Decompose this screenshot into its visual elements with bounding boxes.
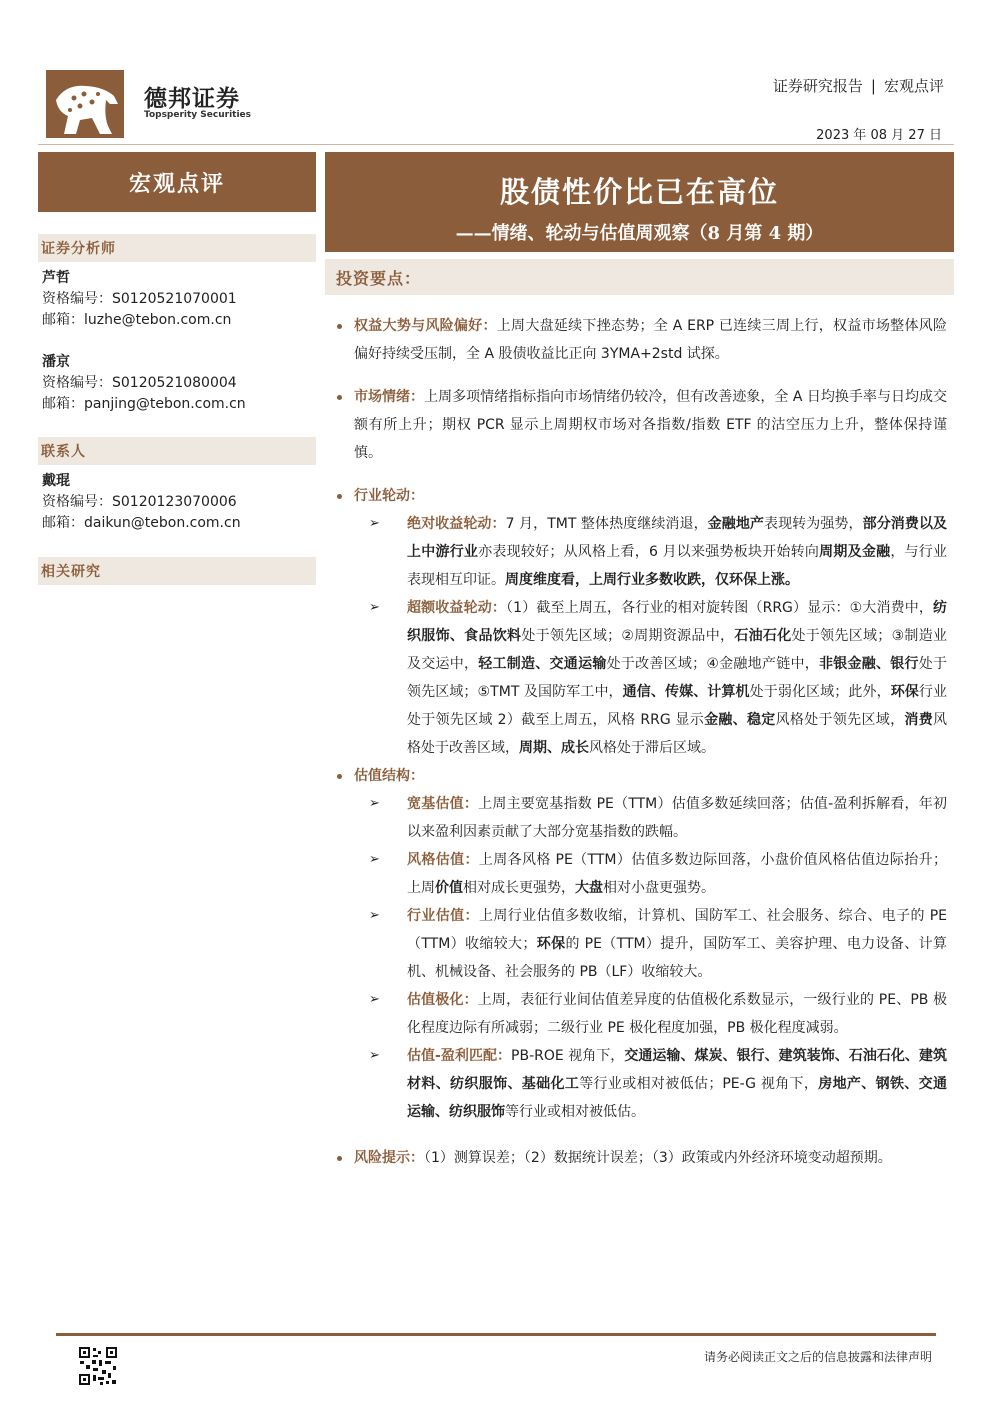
point-text: （1）测算误差；（2）数据统计误差；（3）政策或内外经济环境变动超预期。 — [424, 1150, 892, 1166]
analyst-name: 芦哲 — [42, 270, 70, 286]
sub-point-valuation-earnings-match — [335, 1042, 947, 1126]
logo-name-cn: 德邦证券 — [144, 85, 240, 112]
sub-point-lead: 估值极化： — [407, 992, 478, 1008]
text-run: 行业处于领先区域 2）截至上周五，风格 RRG 显示 — [407, 684, 948, 728]
bold-run: 环保 — [890, 684, 919, 700]
email-label: 邮箱： — [42, 396, 84, 412]
email-label: 邮箱： — [42, 312, 84, 328]
analyst-name: 潘京 — [42, 354, 70, 370]
leopard-logo-icon — [46, 70, 124, 138]
bold-run: 交通运输、煤炭、银行、建筑装饰、石油石化、建筑材料、纺织服饰、基础化工 — [407, 1048, 947, 1092]
sub-point-lead: 绝对收益轮动： — [407, 516, 506, 532]
text-run: 上周主要宽基指数 PE（TTM）估值多数延续回落；估值-盈利拆解看，年初以来盈利因素贡献了大部分宽基指数的跌幅。 — [407, 796, 947, 840]
report-date: 2023 年 08 月 27 日 — [816, 128, 942, 143]
text-run: 等行业或相对被低估。 — [505, 1104, 645, 1120]
sub-point-lead: 超额收益轮动： — [407, 600, 506, 616]
text-run: 处于领先区域；⑤TMT 及国防军工中， — [407, 656, 948, 700]
cert-number: S0120521070001 — [112, 291, 237, 307]
title-banner — [325, 152, 954, 252]
investment-points-heading: 投资要点： — [325, 259, 954, 295]
bold-run: 轻工制造、交通运输 — [478, 656, 607, 672]
point-industry-rotation — [335, 482, 947, 510]
text-run: 相对成长更强势， — [463, 880, 575, 896]
bold-run: 通信、传媒、计算机 — [622, 684, 750, 700]
text-run: 相对小盘更强势。 — [603, 880, 715, 896]
related-research-heading: 相关研究 — [38, 557, 316, 585]
footer-divider — [56, 1333, 936, 1336]
text-run: 风格处于改善区域， — [407, 712, 948, 756]
text-run: 的 PE（TTM）提升，国防军工、美容护理、电力设备、计算机、机械设备、社会服务的 PB（LF）收缩较大。 — [407, 936, 947, 980]
text-run: 处于弱化区域；此外， — [749, 684, 891, 700]
email-link[interactable]: luzhe@tebon.com.cn — [84, 312, 232, 328]
point-lead: 风险提示： — [354, 1150, 424, 1166]
text-run: 亦表现较好；从风格上看，6 月以来强势板块开始转向 — [478, 544, 820, 560]
sub-point-lead: 估值-盈利匹配： — [407, 1048, 512, 1064]
bold-run: 周期及金融 — [819, 544, 891, 560]
cert-label: 资格编号： — [42, 291, 112, 307]
logo-name-en: Topsperity Securities — [144, 110, 251, 120]
bold-run: 周度维度看，上周行业多数收跌，仅环保上涨。 — [505, 572, 799, 588]
point-lead: 估值结构： — [354, 768, 424, 784]
sub-point-lead: 行业估值： — [407, 908, 479, 924]
text-run: （1）截至上周五，各行业的相对旋转图（RRG）显示：①大消费中， — [506, 600, 934, 616]
point-risk-warning — [335, 1144, 947, 1172]
investment-points — [335, 312, 947, 1172]
bold-run: 部分消费以及上中游行业 — [407, 516, 948, 560]
bold-run: 非银金融、银行 — [818, 656, 919, 672]
text-run: PB-ROE 视角下， — [511, 1048, 625, 1064]
point-equity-risk — [335, 312, 947, 368]
text-run: 处于领先区域；②周期资源品中， — [521, 628, 735, 644]
email-label: 邮箱： — [42, 515, 84, 531]
point-text: 上周多项情绪指标指向市场情绪仍较冷，但有改善迹象，全 A 日均换手率与日均成交额有所上升；期权 PCR 显示上周期权市场对各指数/指数 ETF 的沽空压力上升，整体保持谨慎。 — [354, 389, 947, 461]
report-title: 股债性价比已在高位 — [499, 175, 779, 209]
bold-run: 大盘 — [575, 880, 603, 896]
sub-point-lead: 宽基估值： — [407, 796, 479, 812]
report-category: 宏观点评 — [883, 77, 944, 95]
header-divider — [38, 144, 954, 145]
text-run: ，与行业表现相互印证。 — [407, 544, 948, 588]
cert-number: S0120521080004 — [112, 375, 237, 391]
bold-run: 价值 — [435, 880, 463, 896]
text-run: 上周，表征行业间估值差异度的估值极化系数显示，一级行业的 PE、PB 极化程度边际有所减弱；二级行业 PE 极化程度加强，PB 极化程度减弱。 — [407, 992, 948, 1036]
email-link[interactable]: daikun@tebon.com.cn — [84, 515, 241, 531]
text-run: 上周行业估值多数收缩，计算机、国防军工、社会服务、综合、电子的 PE（TTM）收缩较大； — [407, 908, 947, 952]
company-logo — [46, 70, 256, 140]
qr-code-icon — [78, 1346, 118, 1386]
report-type-separator: | — [870, 77, 876, 95]
bold-run: 房地产、钢铁、交通运输、纺织服饰 — [407, 1076, 948, 1120]
point-lead: 市场情绪： — [354, 389, 425, 405]
bold-run: 周期、成长 — [519, 740, 589, 756]
point-lead: 行业轮动： — [354, 488, 424, 504]
sub-point-valuation-polarization — [335, 986, 947, 1042]
analyst-heading: 证券分析师 — [38, 234, 316, 262]
text-run: 风格处于滞后区域。 — [589, 740, 715, 756]
text-run: 表现转为强势， — [764, 516, 863, 532]
bold-run: 纺织服饰、食品饮料 — [407, 600, 948, 644]
legal-disclaimer: 请务必阅读正文之后的信息披露和法律声明 — [703, 1350, 932, 1364]
analyst-card — [42, 268, 237, 331]
analyst-card — [42, 352, 246, 415]
bold-run: 石油石化 — [734, 628, 792, 644]
sub-point-lead: 风格估值： — [407, 852, 479, 868]
point-lead: 权益大势与风险偏好： — [354, 318, 497, 334]
sub-point-absolute-rotation — [335, 510, 947, 594]
bold-run: 环保 — [536, 936, 566, 952]
cert-number: S0120123070006 — [112, 494, 237, 510]
bold-run: 金融、稳定 — [704, 712, 776, 728]
side-category-banner: 宏观点评 — [38, 152, 316, 212]
contact-heading: 联系人 — [38, 437, 316, 465]
point-valuation-structure — [335, 762, 947, 790]
cert-label: 资格编号： — [42, 375, 112, 391]
point-text: 上周大盘延续下挫态势；全 A ERP 已连续三周上行，权益市场整体风险偏好持续受压制，全 A 股债收益比正向 3YMA+2std 试探。 — [354, 318, 947, 362]
email-link[interactable]: panjing@tebon.com.cn — [84, 396, 246, 412]
bold-run: 金融地产 — [707, 516, 765, 532]
report-kind: 证券研究报告 — [772, 77, 863, 95]
point-market-sentiment — [335, 383, 947, 467]
sub-point-broad-valuation — [335, 790, 947, 846]
sub-point-excess-rotation — [335, 594, 947, 762]
sub-point-style-valuation — [335, 846, 947, 902]
text-run: 等行业或相对被低估；PE-G 视角下， — [579, 1076, 819, 1092]
bold-run: 消费 — [904, 712, 934, 728]
report-subtitle: ——情绪、轮动与估值周观察（8 月第 4 期） — [455, 223, 824, 244]
contact-name: 戴琨 — [42, 473, 70, 489]
contact-card — [42, 471, 241, 534]
text-run: 风格处于领先区域， — [775, 712, 905, 728]
text-run: 处于改善区域；④金融地产链中， — [606, 656, 819, 672]
text-run: 上周各风格 PE（TTM）估值多数边际回落，小盘价值风格估值边际抬升；上周 — [407, 852, 947, 896]
cert-label: 资格编号： — [42, 494, 112, 510]
report-type — [773, 75, 944, 96]
text-run: 7 月，TMT 整体热度继续消退， — [505, 516, 708, 532]
sub-point-industry-valuation — [335, 902, 947, 986]
text-run: 处于领先区域；③制造业及交运中， — [407, 628, 948, 672]
